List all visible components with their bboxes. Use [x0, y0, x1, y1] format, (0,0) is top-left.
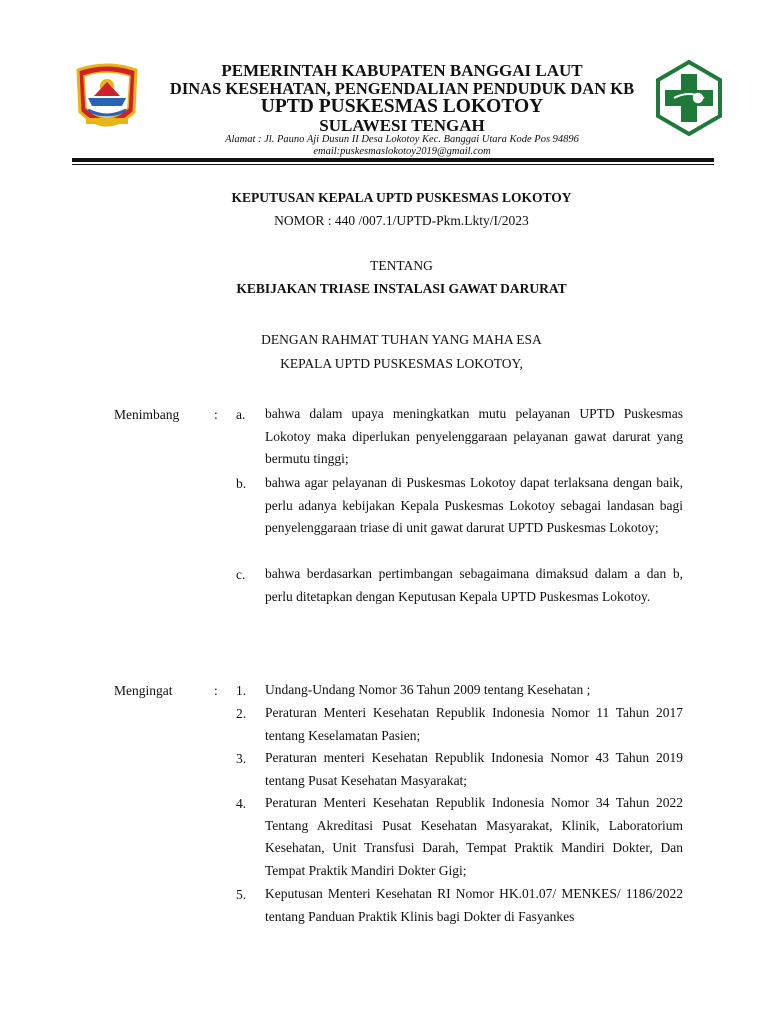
- mengingat-marker: 4.: [236, 796, 247, 811]
- puskesmas-logo: [654, 60, 724, 136]
- kop-address: Alamat : Jl. Pauno Aji Dusun II Desa Lokotoy Kec. Banggai Utara Kode Pos 94896: [225, 134, 579, 145]
- regency-emblem-logo: [74, 62, 140, 136]
- menimbang-marker: c.: [236, 567, 246, 582]
- kop-agency: DINAS KESEHATAN, PENGENDALIAN PENDUDUK DAN KB: [169, 79, 635, 98]
- menimbang-item: bahwa berdasarkan pertimbangan sebagaimana dimaksud dalam a dan b, perlu ditetapkan dengan Keputusan Kepala UPTD Puskesmas Lokotoy.: [265, 566, 683, 604]
- mengingat-marker: 1.: [236, 683, 247, 698]
- letterhead-divider-thick: [72, 158, 714, 162]
- kop-unit: UPTD PUSKESMAS LOKOTOY: [260, 96, 544, 117]
- mengingat-marker: 2.: [236, 706, 247, 721]
- letterhead-divider-thin: [72, 164, 714, 165]
- mengingat-colon: :: [214, 683, 218, 698]
- mengingat-label: Mengingat: [114, 683, 173, 698]
- mengingat-marker: 3.: [236, 751, 247, 766]
- mengingat-item: Peraturan Menteri Kesehatan Republik Indonesia Nomor 34 Tahun 2022 Tentang Akreditasi Pusat Kesehatan Masyarakat, Klinik, Laboratorium Kesehatan, Unit Transfusi Darah, Tempat Praktik Mandiri Dokter, Dan Tempat Praktik Mandiri Dokter Gigi;: [265, 795, 683, 878]
- decree-number: NOMOR : 440 /007.1/UPTD-Pkm.Lkty/I/2023: [274, 213, 529, 228]
- menimbang-label: Menimbang: [114, 407, 180, 422]
- menimbang-marker: a.: [236, 407, 246, 422]
- mengingat-item: Keputusan Menteri Kesehatan RI Nomor HK.01.07/ MENKES/ 1186/2022 tentang Panduan Praktik Klinis bagi Dokter di Fasyankes: [265, 886, 683, 924]
- menimbang-marker: b.: [236, 476, 247, 491]
- mengingat-marker: 5.: [236, 887, 247, 902]
- mengingat-item: Peraturan Menteri Kesehatan Republik Indonesia Nomor 11 Tahun 2017 tentang Keselamatan Pasien;: [265, 705, 683, 743]
- menimbang-item: bahwa dalam upaya meningkatkan mutu pelayanan UPTD Puskesmas Lokotoy maka diperlukan penyelenggaraan pelayanan gawat darurat yang bermutu tinggi;: [265, 406, 683, 466]
- menimbang-colon: :: [214, 407, 218, 422]
- kop-government: PEMERINTAH KABUPATEN BANGGAI LAUT: [221, 61, 583, 80]
- menimbang-item: bahwa agar pelayanan di Puskesmas Lokotoy dapat terlaksana dengan baik, perlu adanya kebijakan Kepala Puskesmas Lokotoy sebagai landasan bagi penyelenggaraan triase di unit gawat darurat UPTD Puskesmas Lokotoy;: [265, 475, 683, 535]
- decree-about: TENTANG: [370, 258, 433, 273]
- preamble-line-1: DENGAN RAHMAT TUHAN YANG MAHA ESA: [261, 332, 542, 347]
- kop-email: email:puskesmaslokotoy2019@gmail.com: [313, 146, 491, 157]
- preamble-line-2: KEPALA UPTD PUSKESMAS LOKOTOY,: [280, 356, 523, 371]
- mengingat-item: Undang-Undang Nomor 36 Tahun 2009 tentang Kesehatan ;: [265, 682, 591, 697]
- kop-province: SULAWESI TENGAH: [319, 116, 485, 135]
- decree-title: KEPUTUSAN KEPALA UPTD PUSKESMAS LOKOTOY: [231, 190, 572, 205]
- decree-subject: KEBIJAKAN TRIASE INSTALASI GAWAT DARURAT: [236, 281, 567, 296]
- mengingat-item: Peraturan menteri Kesehatan Republik Indonesia Nomor 43 Tahun 2019 tentang Pusat Kesehatan Masyarakat;: [265, 750, 683, 788]
